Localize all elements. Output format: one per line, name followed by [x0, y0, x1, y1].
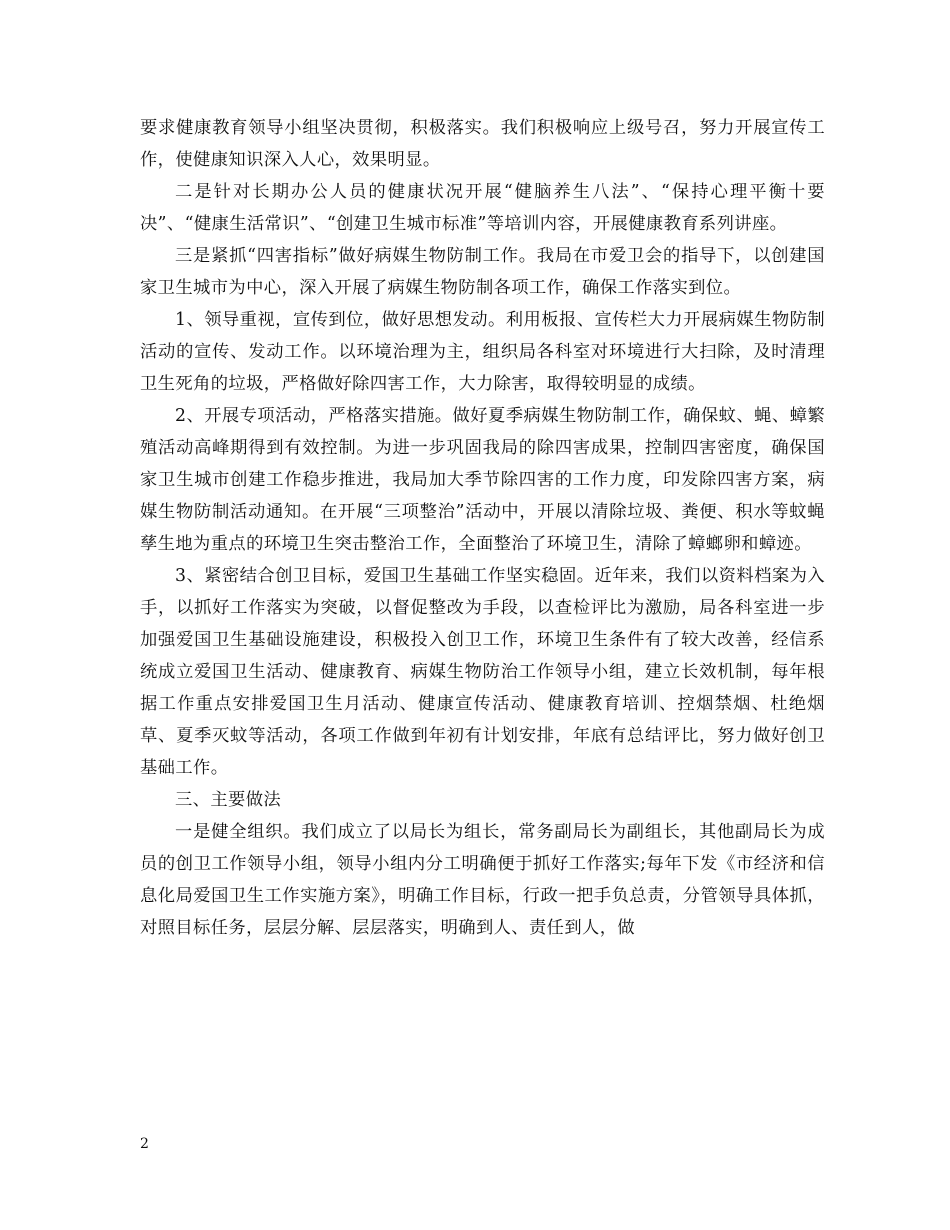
paragraph-6: 3、紧密结合创卫目标，爱国卫生基础工作坚实稳固。近年来，我们以资料档案为入手，以抓好工作落实为突破，以督促整改为手段，以查检评比为激励，局各科室进一步加强爱国卫生基础设施建设，积极投入创卫工作，环境卫生条件有了较大改善，经信系统成立爱国卫生活动、健康教育、病媒生物防治工作领导小组，建立长效机制，每年根据工作重点安排爱国卫生月活动、健康宣传活动、健康教育培训、控烟禁烟、杜绝烟草、夏季灭蚊等活动，各项工作做到年初有计划安排，年底有总结评比，努力做好创卫基础工作。 [140, 566, 825, 778]
paragraph-2: 二是针对长期办公人员的健康状况开展“健脑养生八法”、“保持心理平衡十要决”、“健康生活常识”、“创建卫生城市标准”等培训内容，开展健康教育系列讲座。 [140, 182, 825, 234]
paragraph-5: 2、开展专项活动，严格落实措施。做好夏季病媒生物防制工作，确保蚊、蝇、蟑繁殖活动高峰期得到有效控制。为进一步巩固我局的除四害成果，控制四害密度，确保国家卫生城市创建工作稳步推进，我局加大季节除四害的工作力度，印发除四害方案，病媒生物防制活动通知。在开展“三项整治”活动中，开展以清除垃圾、粪便、积水等蚊蝇孳生地为重点的环境卫生突击整治工作，全面整治了环境卫生，清除了蟑螂卵和蟑迹。 [140, 406, 825, 554]
paragraph-4: 1、领导重视，宣传到位，做好思想发动。利用板报、宣传栏大力开展病媒生物防制活动的宣传、发动工作。以环境治理为主，组织局各科室对环境进行大扫除，及时清理卫生死角的垃圾，严格做好除四害工作，大力除害，取得较明显的成绩。 [140, 310, 825, 394]
paragraph-3: 三是紧抓“四害指标”做好病媒生物防制工作。我局在市爱卫会的指导下，以创建国家卫生城市为中心，深入开展了病媒生物防制各项工作，确保工作落实到位。 [140, 246, 825, 298]
paragraph-7: 一是健全组织。我们成立了以局长为组长，常务副局长为副组长，其他副局长为成员的创卫工作领导小组，领导小组内分工明确便于抓好工作落实;每年下发《市经济和信息化局爱国卫生工作实施方案》，明确工作目标，行政一把手负总责，分管领导具体抓，对照目标任务，层层分解、层层落实，明确到人、责任到人，做 [140, 822, 825, 938]
paragraph-1: 要求健康教育领导小组坚决贯彻，积极落实。我们积极响应上级号召，努力开展宣传工作，使健康知识深入人心，效果明显。 [140, 118, 825, 170]
document-body [140, 112, 825, 944]
page-number: 2 [140, 1136, 149, 1152]
section-heading: 三、主要做法 [175, 790, 282, 810]
